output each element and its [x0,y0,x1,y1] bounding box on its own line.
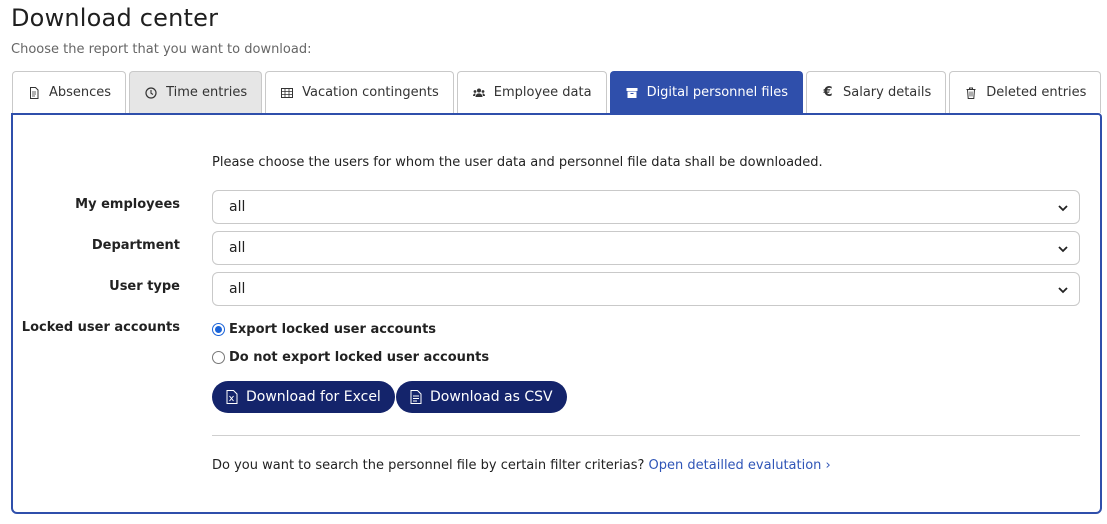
trash-icon [964,86,978,100]
page-title: Download center [11,4,219,32]
chevron-down-icon [1057,284,1069,296]
detailed-evaluation-prompt [212,458,831,473]
download-csv-button[interactable] [396,381,567,413]
no-export-locked-label: Do not export locked user accounts [229,350,490,365]
archive-icon [625,86,639,100]
department-select[interactable] [212,231,1080,265]
department-value: all [229,240,246,256]
radio-unchecked[interactable] [212,351,225,364]
document-icon [27,86,41,100]
open-detailed-evaluation-link[interactable]: Open detailled evalutation › [648,458,831,473]
download-excel-button[interactable] [212,381,395,413]
tab-label: Employee data [493,85,592,100]
detailed-evaluation-question: Do you want to search the personnel file by certain filter criterias? [212,458,645,473]
users-icon [472,86,486,100]
report-tabs [12,71,1104,113]
table-icon [280,86,294,100]
tab-label: Digital personnel files [646,85,788,100]
my-employees-value: all [229,199,246,215]
no-export-locked-radio[interactable] [212,350,489,365]
tab-digital-personnel-files[interactable] [610,71,803,113]
export-locked-label: Export locked user accounts [229,322,437,337]
euro-icon: € [823,85,833,100]
user-type-value: all [229,281,246,297]
page-subtitle: Choose the report that you want to download: [11,42,312,57]
chevron-down-icon [1057,243,1069,255]
radio-checked[interactable] [212,323,225,336]
divider [212,435,1080,436]
department-label: Department [91,238,180,253]
tab-vacation-contingents[interactable] [265,71,454,113]
tab-label: Time entries [166,85,248,100]
document-icon [410,390,422,404]
tab-label: Salary details [842,85,932,100]
excel-file-icon [226,390,238,404]
tab-absences[interactable] [12,71,126,113]
user-type-label: User type [109,279,180,294]
tab-employee-data[interactable] [457,71,607,113]
form-intro: Please choose the users for whom the user data and personnel file data shall be downloaded. [212,155,823,170]
tab-label: Absences [49,85,112,100]
my-employees-label: My employees [75,197,180,212]
digital-personnel-files-panel [11,113,1102,514]
my-employees-select[interactable] [212,190,1080,224]
locked-accounts-label: Locked user accounts [21,320,180,335]
chevron-down-icon [1057,202,1069,214]
download-excel-label: Download for Excel [246,389,381,405]
export-locked-radio[interactable] [212,322,436,337]
tab-label: Deleted entries [986,85,1087,100]
tab-salary-details[interactable] [806,71,946,113]
tab-deleted-entries[interactable] [949,71,1101,113]
user-type-select[interactable] [212,272,1080,306]
tab-label: Vacation contingents [302,85,439,100]
download-csv-label: Download as CSV [430,389,553,405]
tab-time-entries[interactable] [129,71,262,113]
clock-icon [144,86,158,100]
